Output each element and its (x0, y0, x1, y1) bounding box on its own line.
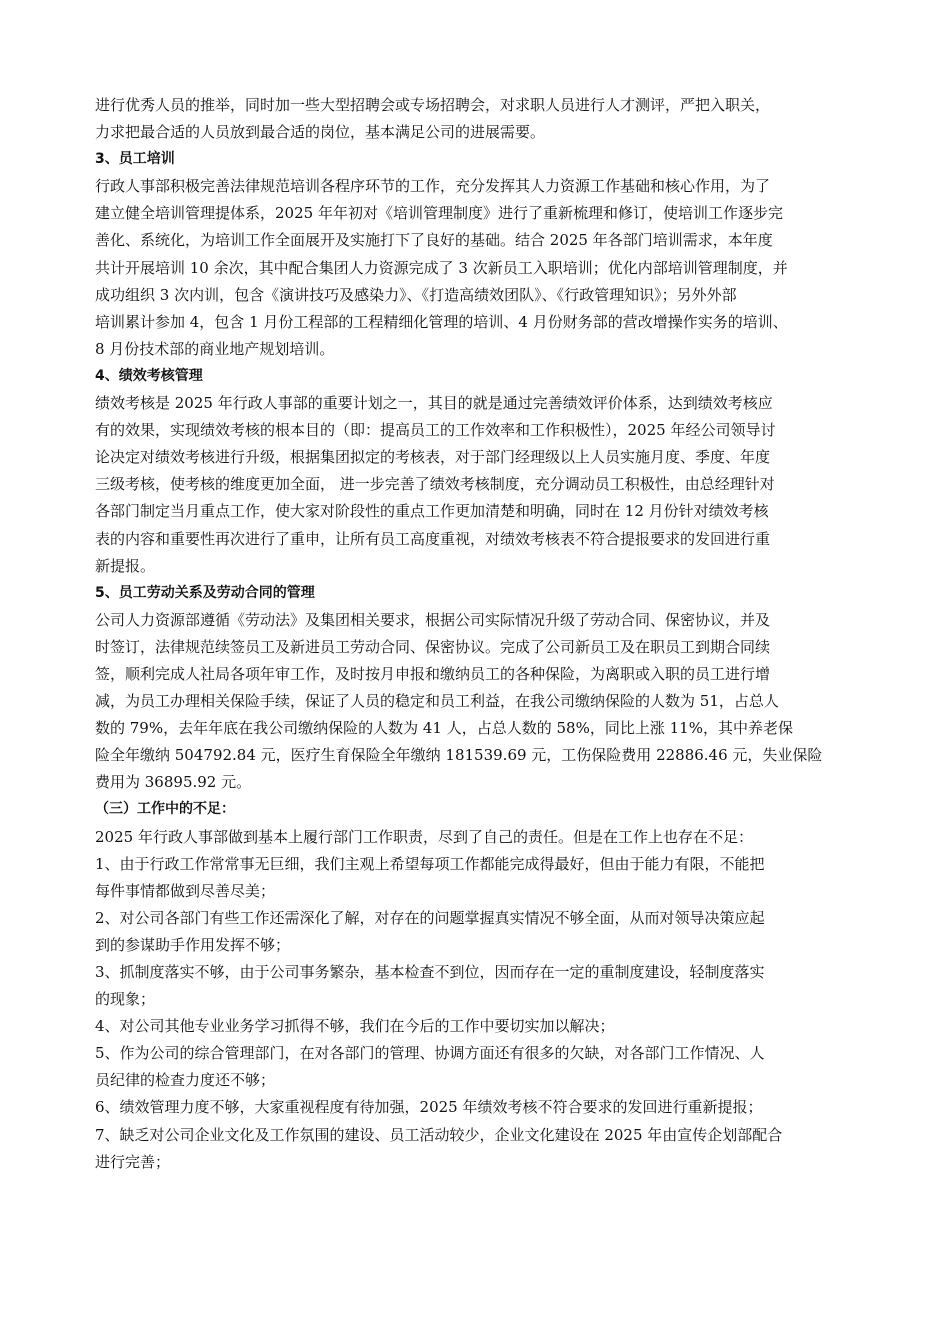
list-item-line: 4、对公司其他专业业务学习抓得不够，我们在今后的工作中要切实加以解决； (95, 1017, 615, 1036)
list-item-line: 2、对公司各部门有些工作还需深化了解，对存在的问题掌握真实情况不够全面，从而对领导决策应起 (95, 908, 765, 927)
paragraph-line: 险全年缴纳 504792.84 元，医疗生育保险全年缴纳 181539.69 元，工伤保险费用 22886.46 元，失业保险 (95, 746, 823, 765)
paragraph-line: 力求把最合适的人员放到最合适的岗位，基本满足公司的进展需要。 (95, 123, 546, 142)
paragraph-line: 费用为 36895.92 元。 (95, 773, 252, 792)
list-item-line: 员纪律的检查力度还不够； (95, 1071, 276, 1090)
paragraph-line: 时签订，法律规范续签员工及新进员工劳动合同、保密协议。完成了公司新员工及在职员工到期合同续 (95, 637, 771, 656)
paragraph-line: 8 月份技术部的商业地产规划培训。 (95, 339, 335, 358)
section-heading-training: 3、员工培训 (95, 151, 175, 168)
paragraph-line: 数的 79%，去年年底在我公司缴纳保险的人数为 41 人，占总人数的 58%，同比上涨 11%，其中养老保 (95, 719, 793, 738)
paragraph-line: 培训累计参加 4，包含 1 月份工程部的工程精细化管理的培训、4 月份财务部的营改增操作实务的培训、 (95, 312, 788, 331)
paragraph-line: 减，为员工办理相关保险手续，保证了人员的稳定和员工利益，在我公司缴纳保险的人数为 51，占总人 (95, 692, 779, 711)
paragraph-line: 成功组织 3 次内训，包含《演讲技巧及感染力》、《打造高绩效团队》、《行政管理知识》；另外外部 (95, 285, 737, 304)
section-heading-labor-relations: 5、员工劳动关系及劳动合同的管理 (95, 584, 315, 601)
paragraph-line: 各部门制定当月重点工作，使大家对阶段性的重点工作更加清楚和明确，同时在 12 月份针对绩效考核 (95, 502, 769, 521)
paragraph-line: 行政人事部积极完善法律规范培训各程序环节的工作，充分发挥其人力资源工作基础和核心作用，为了 (95, 177, 771, 196)
list-item-line: 的现象； (95, 990, 156, 1009)
paragraph-line: 善化、系统化，为培训工作全面展开及实施打下了良好的基础。结合 2025 年各部门培训需求，本年度 (95, 231, 773, 250)
paragraph-line: 绩效考核是 2025 年行政人事部的重要计划之一，其目的就是通过完善绩效评价体系，达到绩效考核应 (95, 394, 773, 413)
paragraph-line: 表的内容和重要性再次进行了重申，让所有员工高度重视，对绩效考核表不符合提报要求的发回进行重 (95, 529, 771, 548)
paragraph-line: 进行优秀人员的推举，同时加一些大型招聘会或专场招聘会，对求职人员进行人才测评，严把入职关， (95, 96, 771, 114)
paragraph-line: 建立健全培训管理提体系，2025 年年初对《培训管理制度》进行了重新梳理和修订，使培训工作逐步完 (95, 204, 783, 223)
list-item-line: 6、绩效管理力度不够，大家重视程度有待加强，2025 年绩效考核不符合要求的发回进行重新提报； (95, 1098, 763, 1117)
list-item-line: 每件事情都做到尽善尽美； (95, 881, 276, 900)
list-item-line: 1、由于行政工作常常事无巨细，我们主观上希望每项工作都能完成得最好，但由于能力有限，不能把 (95, 854, 765, 873)
list-item-line: 7、缺乏对公司企业文化及工作氛围的建设、员工活动较少，企业文化建设在 2025 年由宣传企划部配合 (95, 1125, 783, 1144)
paragraph-line: 共计开展培训 10 余次，其中配合集团人力资源完成了 3 次新员工入职培训；优化内部培训管理制度，并 (95, 258, 788, 277)
paragraph-line: 公司人力资源部遵循《劳动法》及集团相关要求，根据公司实际情况升级了劳动合同、保密协议，并及 (95, 610, 771, 629)
paragraph-line: 新提报。 (95, 556, 156, 575)
paragraph-line: 2025 年行政人事部做到基本上履行部门工作职责，尽到了自己的责任。但是在工作上也存在不足： (95, 827, 753, 846)
paragraph-line: 论决定对绩效考核进行升级，根据集团拟定的考核表，对于部门经理级以上人员实施月度、季度、年度 (95, 448, 771, 467)
list-item-line: 进行完善； (95, 1152, 171, 1171)
list-item-line: 3、抓制度落实不够，由于公司事务繁杂，基本检查不到位，因而存在一定的重制度建设，轻制度落实 (95, 963, 765, 981)
paragraph-line: 三级考核，使考核的维度更加全面， 进一步完善了绩效考核制度，充分调动员工积极性，由总经理针对 (95, 475, 775, 494)
document-page (95, 92, 865, 1176)
paragraph-line: 有的效果，实现绩效考核的根本目的（即：提高员工的工作效率和工作积极性），2025 年经公司领导讨 (95, 421, 776, 440)
section-heading-performance: 4、绩效考核管理 (95, 367, 203, 384)
section-heading-shortcomings: （三）工作中的不足： (95, 801, 235, 818)
list-item-line: 到的参谋助手作用发挥不够； (95, 935, 291, 954)
paragraph-line: 签，顺利完成人社局各项年审工作，及时按月申报和缴纳员工的各种保险，为离职或入职的员工进行增 (95, 664, 771, 683)
list-item-line: 5、作为公司的综合管理部门，在对各部门的管理、协调方面还有很多的欠缺，对各部门工作情况、人 (95, 1044, 765, 1063)
